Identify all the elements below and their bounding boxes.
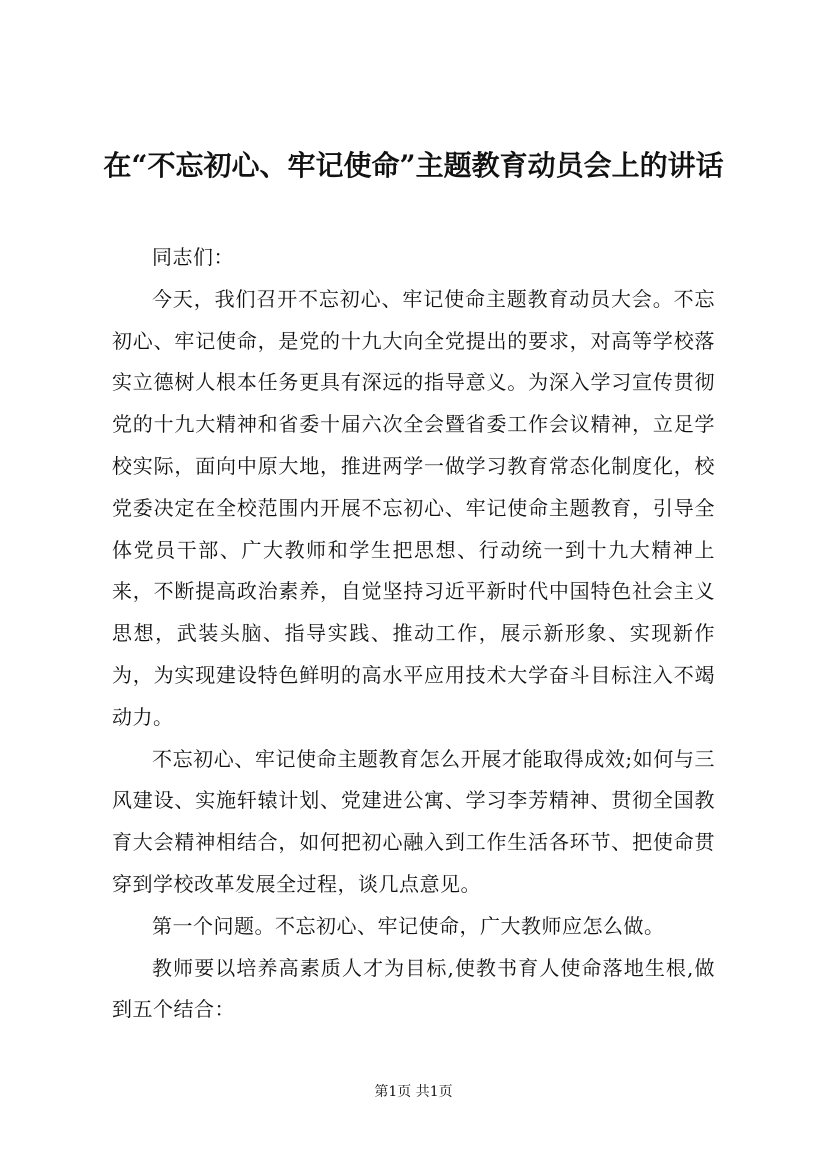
page-number-label: 第1页 共1页 xyxy=(374,1084,453,1100)
paragraph-1: 今天，我们召开不忘初心、牢记使命主题教育动员大会。不忘初心、牢记使命，是党的十九大向全党提出的要求，对高等学校落实立德树人根本任务更具有深远的指导意义。为深入学习宣传贯彻党的十九大精神和省委十届六次全会暨省委工作会议精神，立足学校实际，面向中原大地，推进两学一做学习教育常态化制度化，校党委决定在全校范围内开展不忘初心、牢记使命主题教育，引导全体党员干部、广大教师和学生把思想、行动统一到十九大精神上来，不断提高政治素养，自觉坚持习近平新时代中国特色社会主义思想，武装头脑、指导实践、推动工作，展示新形象、实现新作为，为实现建设特色鲜明的高水平应用技术大学奋斗目标注入不竭动力。 xyxy=(112,286,715,729)
document-title: 在“不忘初心、牢记使命”主题教育动员会上的讲话 xyxy=(103,149,724,182)
paragraph-3: 第一个问题。不忘初心、牢记使命，广大教师应怎么做。 xyxy=(152,913,665,938)
page-footer xyxy=(0,1082,827,1102)
paragraph-2: 不忘初心、牢记使命主题教育怎么开展才能取得成效;如何与三风建设、实施轩辕计划、党建进公寓、学习李芳精神、贯彻全国教育大会精神相结合，如何把初心融入到工作生活各环节、把使命贯穿到学校改革发展全过程，谈几点意见。 xyxy=(112,746,715,896)
salutation: 同志们： xyxy=(152,245,234,269)
paragraph-4: 教师要以培养高素质人才为目标,使教书育人使命落地生根,做到五个结合： xyxy=(112,955,715,1022)
document-body xyxy=(112,237,715,1031)
